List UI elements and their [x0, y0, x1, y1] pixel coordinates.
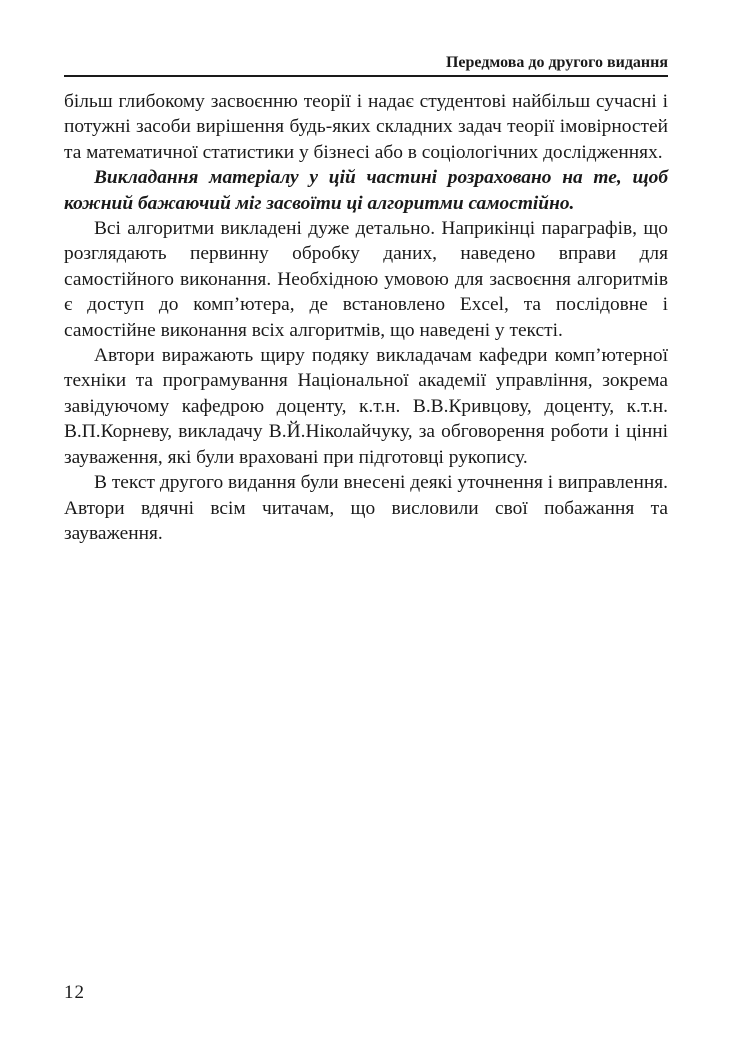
emphasized-paragraph: Викладання матеріалу у цій частині розраховано на те, щоб кожний бажаючий міг засвоїти ці алгоритми самостійно.: [64, 167, 668, 214]
header-rule: [64, 75, 668, 77]
running-head: Передмова до другого видання: [445, 54, 668, 71]
body-text: [64, 89, 668, 546]
paragraph-continued: більш глибокому засвоєнню теорії і надає студентові найбільш сучасні і потужні засоби вирішення будь-яких складних задач теорії імовірностей та математичної статистики у бізнесі або в соціологічних дослідженнях.: [64, 91, 668, 163]
paragraph-acknowledgements: Автори виражають щиру подяку викладачам кафедри комп’ютерної техніки та програмування Національної академії управління, зокрема завідуючому кафедрою доценту, к.т.н. В.В.Кривцову, доценту, к.т.н. В.П.Корневу, викладачу В.Й.Ніколайчуку, за обговорення роботи і цінні зауваження, які були враховані при підготовці рукопису.: [64, 345, 668, 468]
paragraph-second-edition: В текст другого видання були внесені деякі уточнення і виправлення. Автори вдячні всім читачам, що висловили свої побажання та зауваження.: [64, 472, 668, 544]
paragraph-algorithms: Всі алгоритми викладені дуже детально. Наприкінці параграфів, що розглядають первинну обробку даних, наведено вправи для самостійного виконання. Необхідною умовою для засвоєння алгоритмів є доступ до комп’ютера, де встановлено Excel, та послідовне і самостійне виконання всіх алгоритмів, що наведені у тексті.: [64, 218, 668, 341]
page-number: 12: [64, 982, 85, 1003]
